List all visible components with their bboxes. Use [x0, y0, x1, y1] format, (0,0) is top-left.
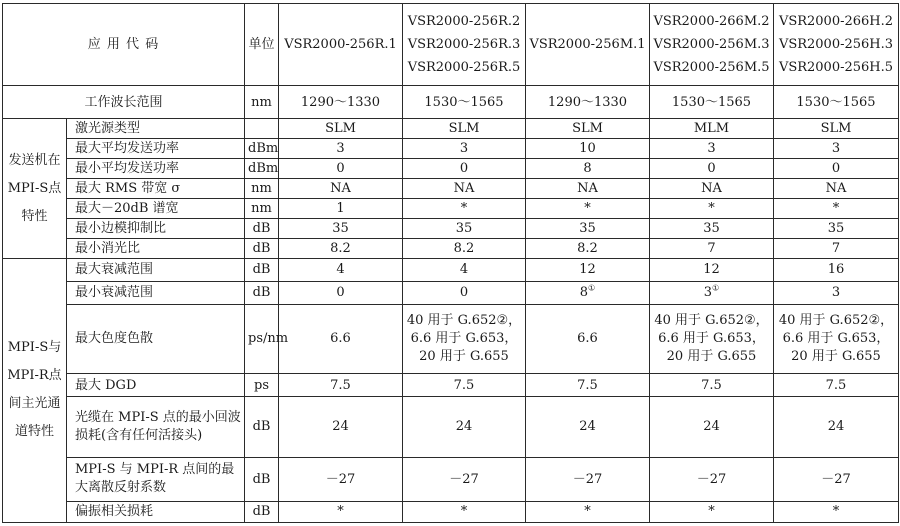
value-cell: 1530～1565: [403, 85, 526, 119]
value-cell: 6.6: [526, 304, 650, 373]
code-col-4: [650, 4, 774, 86]
row-unit: dB: [245, 397, 279, 458]
row-unit: nm: [245, 85, 279, 119]
value-cell: *: [774, 501, 899, 522]
row-unit: dB: [245, 281, 279, 304]
value-cell: [774, 281, 899, 304]
value-cell: SLM: [774, 119, 899, 139]
path-row: [3, 397, 899, 458]
value-cell: SLM: [279, 119, 403, 139]
value-cell: 40 用于 G.652②，6.6 用于 G.653，20 用于 G.655: [403, 304, 526, 373]
code-label: VSR2000-256M.1: [529, 36, 646, 52]
value-cell: －27: [279, 457, 403, 501]
value-cell: [650, 281, 774, 304]
value-cell: SLM: [526, 119, 650, 139]
value-cell: NA: [403, 179, 526, 199]
spec-table: [2, 3, 899, 523]
row-unit: dB: [245, 457, 279, 501]
path-row: [3, 457, 899, 501]
value-cell: 1: [279, 198, 403, 218]
row-unit: nm: [245, 198, 279, 218]
footnote-mark: ①: [712, 283, 720, 293]
row-label: 激光源类型: [67, 119, 245, 139]
value-cell: 1530～1565: [774, 85, 899, 119]
value-cell: 1290～1330: [526, 85, 650, 119]
value-cell: *: [403, 501, 526, 522]
row-unit: [245, 119, 279, 139]
path-row: [3, 304, 899, 373]
value-cell: *: [526, 198, 650, 218]
tx-row: [3, 139, 899, 159]
value-cell: SLM: [403, 119, 526, 139]
code-label: VSR2000-266H.2: [778, 13, 894, 29]
value-cell: 3: [279, 139, 403, 159]
value-cell: 16: [774, 258, 899, 281]
value-cell: 1290～1330: [279, 85, 403, 119]
value-cell: MLM: [650, 119, 774, 139]
path-row: [3, 281, 899, 304]
value-cell: 8.2: [403, 238, 526, 258]
row-label: 最大 RMS 带宽 σ: [67, 179, 245, 199]
value-cell: NA: [279, 179, 403, 199]
value-cell: 24: [526, 397, 650, 458]
tx-row: [3, 179, 899, 199]
row-unit: dB: [245, 238, 279, 258]
value-cell: 24: [403, 397, 526, 458]
value-cell: 0: [403, 159, 526, 179]
value-cell: 12: [650, 258, 774, 281]
value-cell: 7: [774, 238, 899, 258]
value-cell: －27: [526, 457, 650, 501]
value-cell: 35: [279, 218, 403, 238]
value-cell: 0: [279, 159, 403, 179]
value-cell: *: [774, 198, 899, 218]
cell-value: 3: [831, 285, 841, 301]
value-cell: 6.6: [279, 304, 403, 373]
row-unit: dB: [245, 218, 279, 238]
value-cell: －27: [774, 457, 899, 501]
cell-value: 3: [703, 285, 713, 301]
row-label: 最大衰减范围: [67, 258, 245, 281]
code-header: 应 用 代 码: [3, 4, 245, 86]
code-label: VSR2000-256H.5: [778, 59, 894, 75]
value-cell: 3: [403, 139, 526, 159]
value-cell: 24: [279, 397, 403, 458]
row-unit: dBm: [245, 139, 279, 159]
value-cell: 35: [774, 218, 899, 238]
row-label: 最小衰减范围: [67, 281, 245, 304]
code-label: VSR2000-256H.3: [778, 36, 894, 52]
value-cell: 35: [403, 218, 526, 238]
value-cell: 12: [526, 258, 650, 281]
unit-header: 单位: [245, 4, 279, 86]
value-cell: 7.5: [650, 373, 774, 396]
tx-row: [3, 119, 899, 139]
row-label: 最大平均发送功率: [67, 139, 245, 159]
header-row: [3, 4, 899, 86]
value-cell: 7.5: [403, 373, 526, 396]
value-cell: 8.2: [279, 238, 403, 258]
value-cell: 0: [650, 159, 774, 179]
value-cell: 7.5: [774, 373, 899, 396]
value-cell: 35: [650, 218, 774, 238]
value-cell: *: [650, 198, 774, 218]
row-label: 最小消光比: [67, 238, 245, 258]
value-cell: 4: [403, 258, 526, 281]
code-col-5: [774, 4, 899, 86]
value-cell: 35: [526, 218, 650, 238]
value-cell: [526, 281, 650, 304]
cell-value: 0: [459, 285, 469, 301]
code-label: VSR2000-256R.1: [284, 36, 397, 52]
value-cell: *: [650, 501, 774, 522]
value-cell: *: [279, 501, 403, 522]
row-unit: dBm: [245, 159, 279, 179]
value-cell: 40 用于 G.652②，6.6 用于 G.653，20 用于 G.655: [774, 304, 899, 373]
value-cell: 3: [774, 139, 899, 159]
value-cell: NA: [650, 179, 774, 199]
value-cell: －27: [650, 457, 774, 501]
value-cell: 7.5: [279, 373, 403, 396]
path-group-label: MPI-S与MPI-R点间主光通道特性: [3, 258, 67, 522]
footnote-mark: ①: [588, 283, 596, 293]
row-label: 最大色度色散: [67, 304, 245, 373]
value-cell: 24: [774, 397, 899, 458]
value-cell: －27: [403, 457, 526, 501]
row-unit: ps/nm: [245, 304, 279, 373]
row-unit: dB: [245, 258, 279, 281]
code-col-1: [279, 4, 403, 86]
value-cell: 24: [650, 397, 774, 458]
tx-row: [3, 238, 899, 258]
cell-value: 8: [579, 285, 589, 301]
path-row: [3, 373, 899, 396]
value-cell: *: [526, 501, 650, 522]
path-row: [3, 501, 899, 522]
tx-group-label: 发送机在MPI-S点特性: [3, 119, 67, 258]
path-row: [3, 258, 899, 281]
tx-row: [3, 159, 899, 179]
code-label: VSR2000-256R.3: [407, 36, 521, 52]
code-label: VSR2000-266M.2: [653, 13, 770, 29]
code-label: VSR2000-256R.5: [407, 59, 521, 75]
code-label: VSR2000-256M.5: [653, 59, 770, 75]
tx-row: [3, 218, 899, 238]
row-label: 最小平均发送功率: [67, 159, 245, 179]
value-cell: 7.5: [526, 373, 650, 396]
row-label: 最大－20dB 谱宽: [67, 198, 245, 218]
row-unit: dB: [245, 501, 279, 522]
wavelength-row: [3, 85, 899, 119]
value-cell: 8.2: [526, 238, 650, 258]
value-cell: 40 用于 G.652②，6.6 用于 G.653，20 用于 G.655: [650, 304, 774, 373]
value-cell: 10: [526, 139, 650, 159]
value-cell: 8: [526, 159, 650, 179]
row-label: MPI-S 与 MPI-R 点间的最大离散反射系数: [67, 457, 245, 501]
code-label: VSR2000-256R.2: [407, 13, 521, 29]
value-cell: 7: [650, 238, 774, 258]
code-col-3: [526, 4, 650, 86]
value-cell: 1530～1565: [650, 85, 774, 119]
row-label: 最大 DGD: [67, 373, 245, 396]
value-cell: 4: [279, 258, 403, 281]
row-label: 最小边模抑制比: [67, 218, 245, 238]
cell-value: 0: [336, 285, 345, 301]
value-cell: 0: [774, 159, 899, 179]
row-label: 光缆在 MPI-S 点的最小回波损耗(含有任何活接头): [67, 397, 245, 458]
row-label: 工作波长范围: [3, 85, 245, 119]
row-unit: nm: [245, 179, 279, 199]
code-col-2: [403, 4, 526, 86]
value-cell: *: [403, 198, 526, 218]
row-label: 偏振相关损耗: [67, 501, 245, 522]
value-cell: NA: [774, 179, 899, 199]
row-unit: ps: [245, 373, 279, 396]
tx-row: [3, 198, 899, 218]
value-cell: NA: [526, 179, 650, 199]
value-cell: [279, 281, 403, 304]
value-cell: 3: [650, 139, 774, 159]
code-label: VSR2000-256M.3: [653, 36, 770, 52]
value-cell: [403, 281, 526, 304]
